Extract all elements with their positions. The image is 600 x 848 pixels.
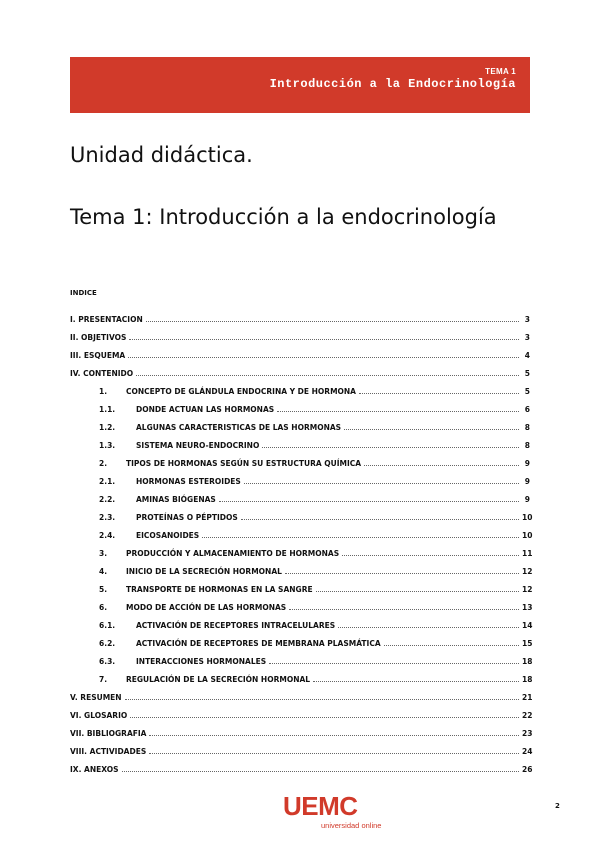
toc-leader-dots [136,375,519,376]
toc-entry-label: SISTEMA NEURO-ENDOCRINO [136,441,260,450]
toc-leader-dots [129,339,519,340]
toc-leader-dots [344,429,519,430]
toc-entry[interactable] [70,702,533,720]
toc-entry-page: 8 [524,423,530,432]
toc-entry[interactable] [70,378,530,396]
page-number: 2 [555,802,560,810]
chapter-tag: TEMA 1 [485,67,516,76]
toc-heading: INDICE [70,289,97,297]
toc-entry[interactable] [70,468,530,486]
toc-entry[interactable] [70,306,530,324]
toc-entry-page: 14 [522,621,533,630]
page-subtitle: Tema 1: Introducción a la endocrinología [70,205,497,229]
toc-entry-page: 11 [522,549,533,558]
toc-entry-page: 10 [522,531,533,540]
toc-leader-dots [241,519,519,520]
toc-entry-label: DONDE ACTUAN LAS HORMONAS [136,405,275,414]
toc-entry-label: PROTEÍNAS O PÉPTIDOS [136,513,238,522]
toc-entry-label: HORMONAS ESTEROIDES [136,477,241,486]
toc-entry-page: 10 [522,513,533,522]
toc-entry[interactable] [70,558,533,576]
toc-leader-dots [125,699,519,700]
toc-leader-dots [316,591,519,592]
toc-leader-dots [244,483,519,484]
toc-entry[interactable] [70,666,533,684]
toc-entry-label: TIPOS DE HORMONAS SEGÚN SU ESTRUCTURA QUÍMICA [126,459,362,468]
toc-entry[interactable] [70,396,530,414]
toc-entry-label: ACTIVACIÓN DE RECEPTORES INTRACELULARES [136,621,336,630]
toc-entry[interactable] [70,648,533,666]
toc-entry-label: ACTIVACIÓN DE RECEPTORES DE MEMBRANA PLASMÁTICA [136,639,381,648]
toc-leader-dots [384,645,519,646]
toc-entry-number: 2.1. [99,477,116,486]
toc-entry-page: 22 [522,711,533,720]
toc-entry-page: 5 [524,387,530,396]
toc-entry[interactable] [70,594,533,612]
toc-leader-dots [289,609,519,610]
toc-entry-number: 2.4. [99,531,116,540]
toc-entry[interactable] [70,630,533,648]
toc-entry-page: 21 [522,693,533,702]
logo-wordmark: UEMC [283,791,358,821]
logo-tagline: universidad online [321,821,382,830]
toc-entry-page: 4 [524,351,530,360]
toc-leader-dots [262,447,519,448]
toc-entry-label: IV. CONTENIDO [70,369,134,378]
toc-entry[interactable] [70,450,530,468]
toc-entry-label: III. ESQUEMA [70,351,126,360]
toc-entry-number: 3. [99,549,108,558]
toc-entry-page: 3 [524,315,530,324]
toc-entry-label: MODO DE ACCIÓN DE LAS HORMONAS [126,603,287,612]
toc-entry-label: REGULACIÓN DE LA SECRECIÓN HORMONAL [126,675,311,684]
toc-leader-dots [202,537,519,538]
toc-leader-dots [128,357,519,358]
toc-leader-dots [285,573,519,574]
toc-entry-number: 1.2. [99,423,116,432]
toc-entry-label: TRANSPORTE DE HORMONAS EN LA SANGRE [126,585,313,594]
toc-entry[interactable] [70,414,530,432]
toc-entry-label: INTERACCIONES HORMONALES [136,657,267,666]
toc-entry-label: ALGUNAS CARACTERISTICAS DE LAS HORMONAS [136,423,342,432]
toc-entry-number: 2.2. [99,495,116,504]
toc-leader-dots [359,393,519,394]
toc-entry-label: VI. GLOSARIO [70,711,128,720]
toc-entry-number: 6.3. [99,657,116,666]
toc-entry-label: PRODUCCIÓN Y ALMACENAMIENTO DE HORMONAS [126,549,340,558]
toc-entry-label: VIII. ACTIVIDADES [70,747,147,756]
toc-entry-number: 6.1. [99,621,116,630]
toc-leader-dots [149,753,519,754]
toc-entry-page: 9 [524,459,530,468]
uemc-logo [283,791,403,831]
toc-leader-dots [122,771,519,772]
toc-entry[interactable] [70,360,530,378]
toc-entry-label: V. RESUMEN [70,693,122,702]
toc-entry-page: 13 [522,603,533,612]
toc-leader-dots [313,681,519,682]
toc-entry-page: 5 [524,369,530,378]
toc-entry-page: 12 [522,567,533,576]
toc-entry-label: I. PRESENTACION [70,315,143,324]
toc-entry[interactable] [70,684,533,702]
toc-leader-dots [338,627,519,628]
toc-entry-label: EICOSANOIDES [136,531,200,540]
toc-entry[interactable] [70,522,533,540]
table-of-contents [70,306,533,774]
toc-entry-label: II. OBJETIVOS [70,333,127,342]
toc-leader-dots [149,735,519,736]
toc-entry-label: VII. BIBLIOGRAFIA [70,729,147,738]
toc-entry[interactable] [70,720,533,738]
header-banner [70,57,530,113]
toc-entry-number: 7. [99,675,108,684]
toc-entry-number: 6. [99,603,108,612]
toc-entry-number: 2.3. [99,513,116,522]
toc-leader-dots [364,465,519,466]
toc-entry-number: 1.1. [99,405,116,414]
toc-leader-dots [342,555,519,556]
toc-entry-page: 23 [522,729,533,738]
toc-leader-dots [130,717,519,718]
toc-entry[interactable] [70,342,530,360]
toc-leader-dots [269,663,519,664]
toc-entry-page: 3 [524,333,530,342]
toc-entry[interactable] [70,324,530,342]
toc-leader-dots [146,321,519,322]
toc-entry[interactable] [70,612,533,630]
toc-entry-page: 6 [524,405,530,414]
toc-entry[interactable] [70,576,533,594]
toc-entry[interactable] [70,738,533,756]
toc-leader-dots [277,411,519,412]
toc-entry[interactable] [70,432,530,450]
toc-entry-label: INICIO DE LA SECRECIÓN HORMONAL [126,567,282,576]
toc-entry-label: AMINAS BIÓGENAS [136,495,216,504]
toc-entry-page: 24 [522,747,533,756]
toc-entry-page: 9 [524,477,530,486]
toc-leader-dots [219,501,519,502]
toc-entry-page: 18 [522,675,533,684]
toc-entry-page: 12 [522,585,533,594]
toc-entry-number: 6.2. [99,639,116,648]
toc-entry[interactable] [70,756,533,774]
toc-entry-number: 4. [99,567,108,576]
toc-entry-page: 9 [524,495,530,504]
toc-entry[interactable] [70,486,530,504]
toc-entry-number: 2. [99,459,108,468]
chapter-subtitle: Introducción a la Endocrinología [269,77,516,91]
toc-entry-page: 8 [524,441,530,450]
toc-entry-label: IX. ANEXOS [70,765,119,774]
toc-entry-page: 18 [522,657,533,666]
toc-entry-page: 26 [522,765,533,774]
toc-entry[interactable] [70,540,533,558]
toc-entry-number: 1. [99,387,108,396]
toc-entry-page: 15 [522,639,533,648]
page-title: Unidad didáctica. [70,143,253,167]
toc-entry-number: 5. [99,585,108,594]
toc-entry-label: CONCEPTO DE GLÁNDULA ENDOCRINA Y DE HORMONA [126,387,356,396]
toc-entry-number: 1.3. [99,441,116,450]
toc-entry[interactable] [70,504,533,522]
